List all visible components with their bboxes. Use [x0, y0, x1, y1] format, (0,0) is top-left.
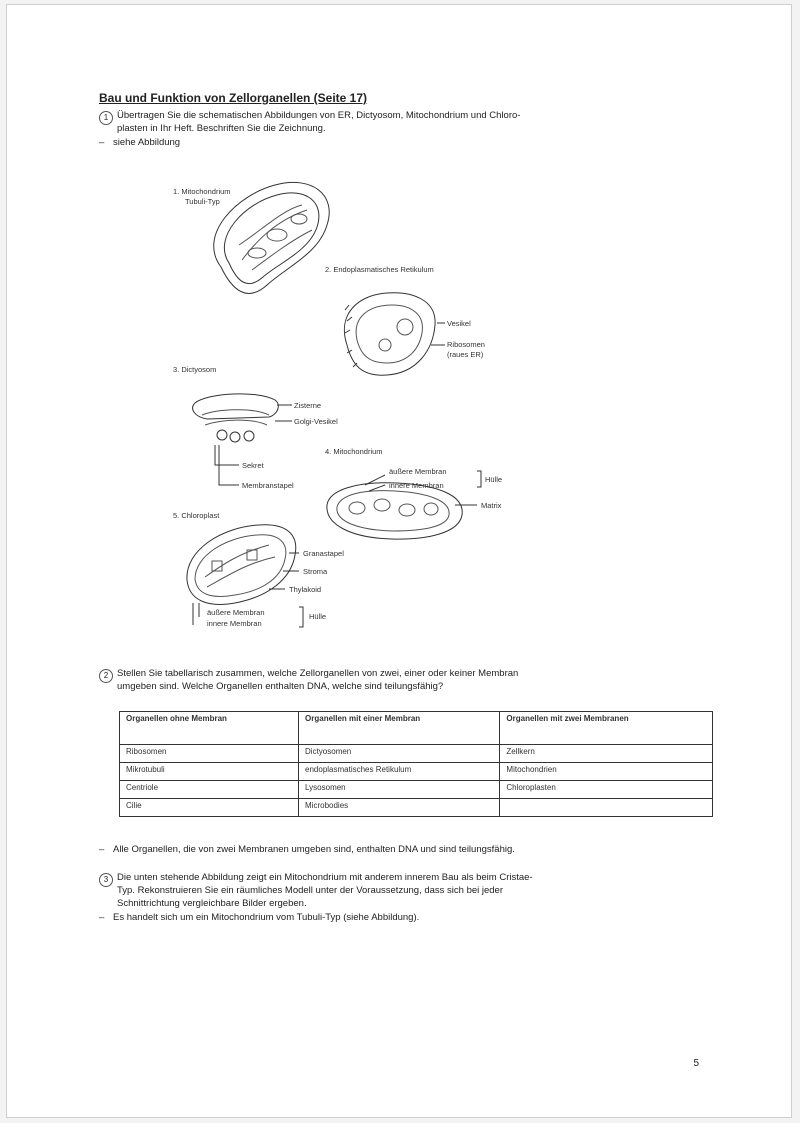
question-1-line-1: Übertragen Sie die schematischen Abbildungen von ER, Dictyosom, Mitochondrium und Chloro- [117, 110, 521, 121]
dictyosome-drawing [193, 394, 279, 419]
figure-label-mitochondrium-4: 4. Mitochondrium [325, 447, 383, 456]
table-cell: Mitochondrien [500, 763, 713, 781]
answer-2-text: Alle Organellen, die von zwei Membranen umgeben sind, enthalten DNA und sind teilungsfähig. [113, 844, 515, 855]
question-number-badge: 2 [99, 669, 113, 683]
table-cell: Zellkern [500, 745, 713, 763]
table-cell [500, 799, 713, 817]
figure-label-ribosomes: Ribosomen [447, 340, 485, 349]
question-number-badge: 1 [99, 111, 113, 125]
figure-label-inner-membrane-chloro: innere Membran [207, 619, 262, 628]
answer-3-text: Es handelt sich um ein Mitochondrium vom Tubuli-Typ (siehe Abbildung). [113, 912, 420, 923]
figure-label-er: 2. Endoplasmatisches Retikulum [325, 265, 434, 274]
question-3-line-3: Schnittrichtung vergleichbare Bilder ergeben. [117, 898, 307, 909]
figure-label-secretion: Sekret [242, 461, 264, 470]
question-3-line-2: Typ. Rekonstruieren Sie ein räumliches Modell unter der Voraussetzung, dass sich bei jeder [117, 885, 504, 896]
table-header-cell: Organellen ohne Membran [120, 712, 299, 745]
figure-label-tubuli-type: Tubuli-Typ [185, 197, 220, 206]
figure-label-matrix: Matrix [481, 501, 502, 510]
table-cell: Dictyosomen [299, 745, 500, 763]
figure-label-membrane-stack: Membranstapel [242, 481, 294, 490]
figure-label-thylakoid: Thylakoid [289, 585, 322, 594]
figure-label-outer-membrane-chloro: äußere Membran [207, 608, 265, 617]
figure-label-inner-membrane: innere Membran [389, 481, 444, 490]
question-1-line-2: plasten in Ihr Heft. Beschriften Sie die Zeichnung. [117, 123, 326, 134]
table-row [120, 781, 713, 799]
table-row [120, 763, 713, 781]
table-header-row [120, 712, 713, 745]
question-3-line-1: Die unten stehende Abbildung zeigt ein Mitochondrium mit anderem innerem Bau als beim Cristae- [117, 872, 533, 883]
figure-label-dictyosome: 3. Dictyosom [173, 365, 217, 374]
table-row [120, 745, 713, 763]
answer-2: – Alle Organellen, die von zwei Membranen umgeben sind, enthalten DNA und sind teilungsfähig. [99, 844, 515, 855]
answer-1-text: siehe Abbildung [113, 137, 181, 148]
figure-label-grana: Granastapel [303, 549, 344, 558]
figure-label-rough-er: (raues ER) [447, 350, 484, 359]
answer-1: – siehe Abbildung [99, 137, 181, 148]
figure-label-stroma: Stroma [303, 567, 328, 576]
figure-label-golgi-vesicle: Golgi-Vesikel [294, 417, 338, 426]
table-cell: Cilie [120, 799, 299, 817]
figure-label-mitochondrium-1: 1. Mitochondrium [173, 187, 231, 196]
document-page [6, 4, 792, 1118]
table-cell: Mikrotubuli [120, 763, 299, 781]
question-2-line-1: Stellen Sie tabellarisch zusammen, welche Zellorganellen von zwei, einer oder keiner Membran [117, 668, 519, 679]
table-cell: Centriole [120, 781, 299, 799]
page-title: Bau und Funktion von Zellorganellen (Seite 17) [99, 91, 368, 105]
question-number-badge: 3 [99, 873, 113, 887]
figure-label-envelope-chloro: Hülle [309, 612, 327, 621]
organelle-table [119, 711, 713, 817]
table-cell: Microbodies [299, 799, 500, 817]
table-row [120, 799, 713, 817]
table-header-cell: Organellen mit zwei Membranen [500, 712, 713, 745]
figure-label-envelope: Hülle [485, 475, 503, 484]
table-cell: Ribosomen [120, 745, 299, 763]
answer-3: – Es handelt sich um ein Mitochondrium vom Tubuli-Typ (siehe Abbildung). [99, 912, 420, 923]
figure-label-outer-membrane: äußere Membran [389, 467, 447, 476]
figure-label-cisterna: Zisterne [294, 401, 322, 410]
figure-label-chloroplast: 5. Chloroplast [173, 511, 220, 520]
question-2-line-2: umgeben sind. Welche Organellen enthalten DNA, welche sind teilungsfähig? [117, 681, 444, 692]
table-cell: Chloroplasten [500, 781, 713, 799]
figure-label-vesicle: Vesikel [447, 319, 471, 328]
table-header-cell: Organellen mit einer Membran [299, 712, 500, 745]
table-cell: Lysosomen [299, 781, 500, 799]
organelle-figure [7, 5, 793, 1119]
table-cell: endoplasmatisches Retikulum [299, 763, 500, 781]
page-number: 5 [693, 1058, 699, 1069]
